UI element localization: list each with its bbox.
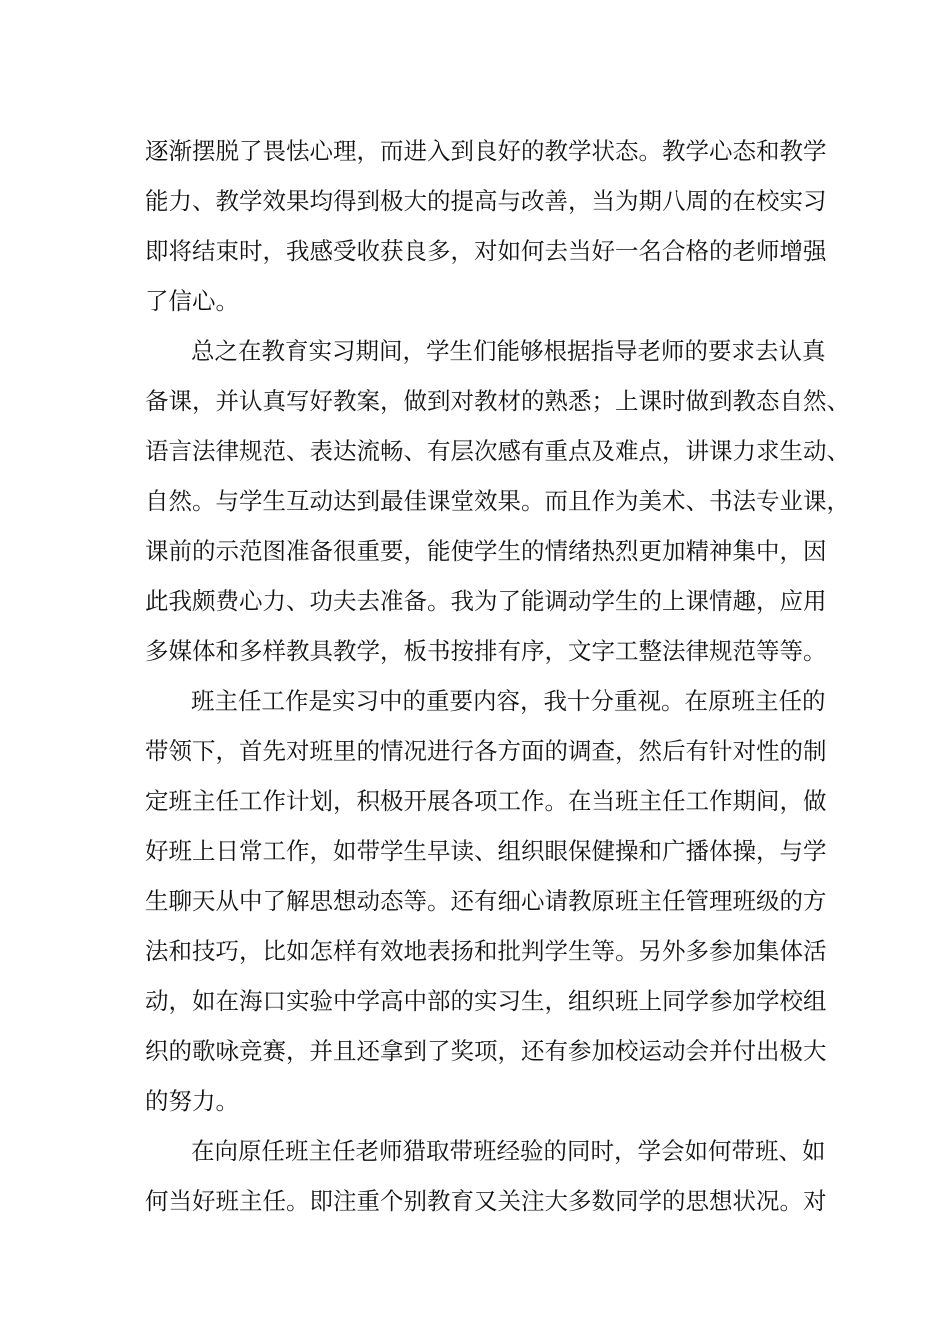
text-line: 逐渐摆脱了畏怯心理，而进入到良好的教学状态。教学心态和教学 [145, 137, 827, 165]
text-line: 织的歌咏竞赛，并且还拿到了奖项，还有参加校运动会并付出极大 [145, 1037, 827, 1065]
text-line: 语言法律规范、表达流畅、有层次感有重点及难点，讲课力求生动、 [145, 437, 850, 465]
text-line: 定班主任工作计划，积极开展各项工作。在当班主任工作期间，做 [145, 787, 827, 815]
text-line: 总之在教育实习期间，学生们能够根据指导老师的要求去认真 [191, 337, 826, 365]
text-line: 课前的示范图准备很重要，能使学生的情绪热烈更加精神集中，因 [145, 537, 827, 565]
text-line: 此我颇费心力、功夫去准备。我为了能调动学生的上课情趣，应用 [145, 587, 827, 615]
text-line: 法和技巧，比如怎样有效地表扬和批判学生等。另外多参加集体活 [145, 937, 827, 965]
text-line: 生聊天从中了解思想动态等。还有细心请教原班主任管理班级的方 [145, 887, 827, 915]
text-line: 即将结束时，我感受收获良多，对如何去当好一名合格的老师增强 [145, 237, 827, 265]
text-line: 多媒体和多样教具教学，板书按排有序，文字工整法律规范等等。 [145, 637, 827, 665]
text-line: 在向原任班主任老师猎取带班经验的同时，学会如何带班、如 [191, 1137, 826, 1165]
text-line: 班主任工作是实习中的重要内容，我十分重视。在原班主任的 [191, 687, 826, 715]
text-line: 能力、教学效果均得到极大的提高与改善，当为期八周的在校实习 [145, 187, 827, 215]
text-line: 了信心。 [145, 287, 239, 315]
text-line: 自然。与学生互动达到最佳课堂效果。而且作为美术、书法专业课， [145, 487, 850, 515]
text-line: 好班上日常工作，如带学生早读、组织眼保健操和广播体操，与学 [145, 837, 827, 865]
text-line: 备课，并认真写好教案，做到对教材的熟悉；上课时做到教态自然、 [145, 387, 850, 415]
text-line: 的努力。 [145, 1087, 239, 1115]
text-line: 何当好班主任。即注重个别教育又关注大多数同学的思想状况。对 [145, 1187, 827, 1215]
text-line: 带领下，首先对班里的情况进行各方面的调查，然后有针对性的制 [145, 737, 827, 765]
text-line: 动，如在海口实验中学高中部的实习生，组织班上同学参加学校组 [145, 987, 827, 1015]
